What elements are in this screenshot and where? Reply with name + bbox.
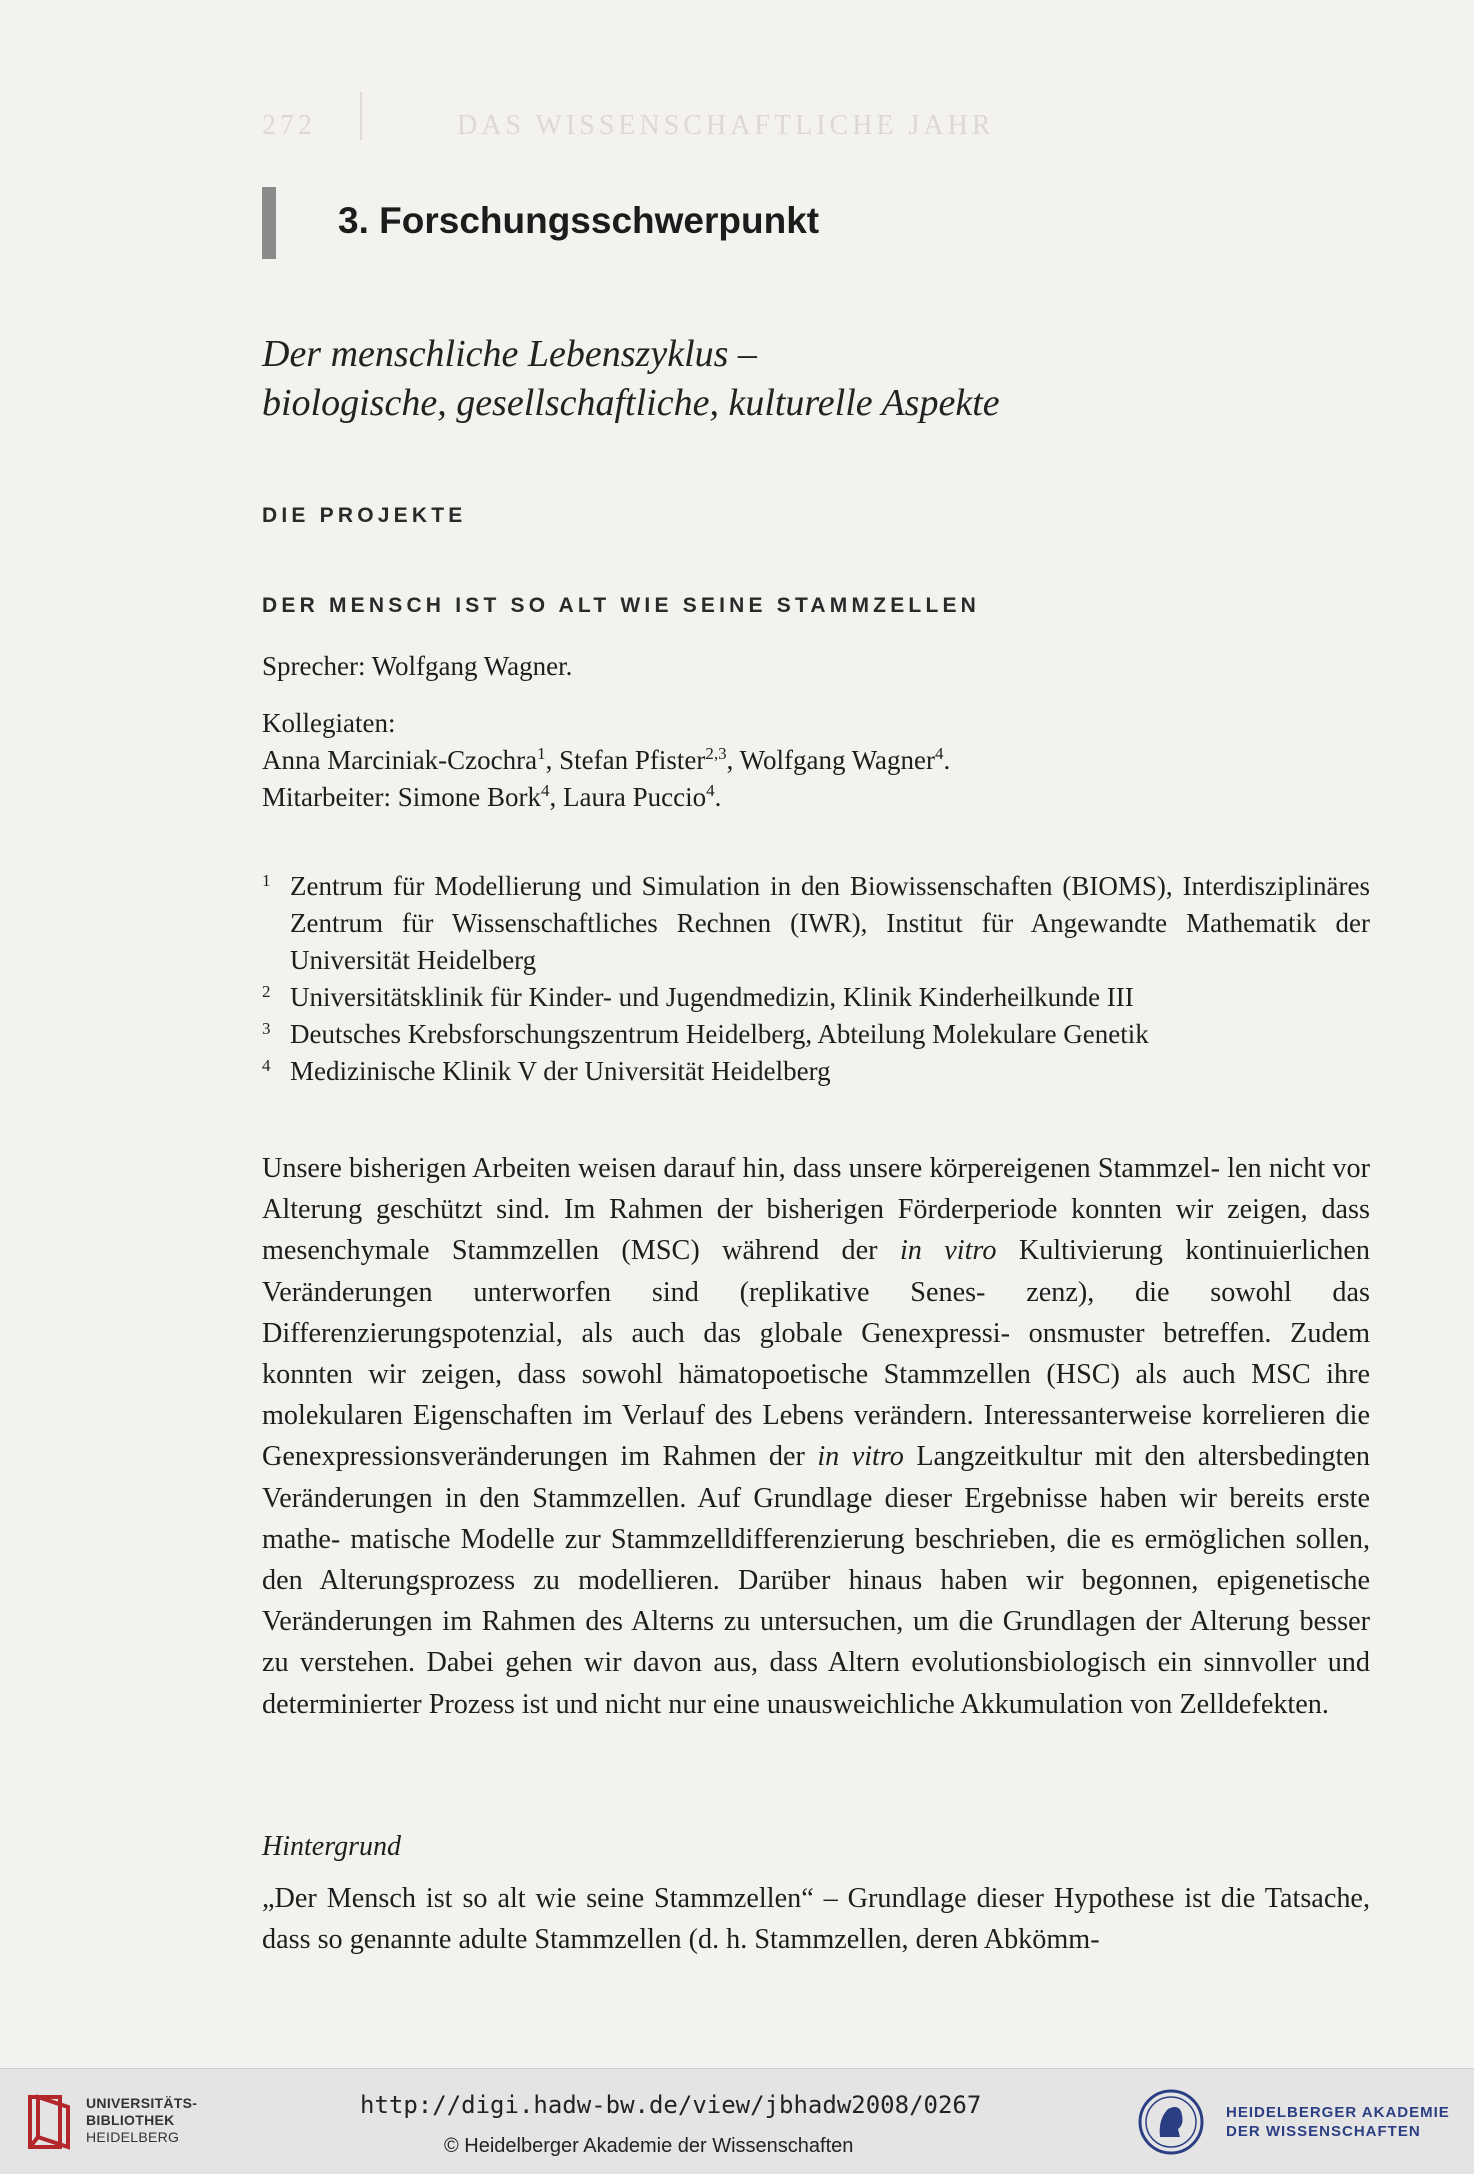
project-title: DER MENSCH IST SO ALT WIE SEINE STAMMZELLEN (262, 594, 981, 617)
colleagues-block (262, 705, 1370, 816)
subtitle-line-1: Der menschliche Lebenszyklus – (262, 333, 757, 375)
section-marker-bar (262, 187, 276, 259)
speaker-line: Sprecher: Wolfgang Wagner. (262, 651, 573, 681)
section-subtitle (262, 330, 1362, 428)
academy-name: HEIDELBERGER AKADEMIE DER WISSENSCHAFTEN (1226, 2104, 1450, 2140)
section-title: 3. Forschungsschwerpunkt (338, 200, 820, 241)
background-paragraph: „Der Mensch ist so alt wie seine Stammzellen“ – Grundlage dieser Hypothese ist die Tatsache, dass so genannte adulte Stammzellen (d. h. Stammzellen, deren Abkömm- (262, 1883, 1370, 1956)
copyright-notice: © Heidelberger Akademie der Wissenschaften (444, 2135, 854, 2157)
background-heading: Hintergrund (262, 1831, 401, 1862)
staff-list: Mitarbeiter: Simone Bork$^4$, Laura Puccio$^4$. (262, 781, 722, 812)
page-number: 272 (262, 110, 316, 141)
running-title: DAS WISSENSCHAFTLICHE JAHR (457, 110, 995, 141)
colleagues-list: Anna Marciniak-Czochra$^1$, Stefan Pfister$^{2,3}$, Wolfgang Wagner$^4$. (262, 744, 951, 775)
header-divider (360, 92, 362, 140)
subtitle-line-2: biologische, gesellschaftliche, kulturelle Aspekte (262, 382, 1000, 424)
body-paragraph: Unsere bisherigen Arbeiten weisen darauf hin, dass unsere körpereigenen Stammzel- len nicht vor Alterung geschützt sind. Im Rahmen der bisherigen Förderperiode konnten wir zeigen, dass mesenchymale Stammzellen (MSC) während der in vitro Kultivierung kontinuierlichen Veränderungen unterworfen sind (replikative Senes- zenz), die sowohl das Differenzierungspotenzial, als auch das globale Genexpressi- onsmuster betreffen. Zudem konnten wir zeigen, dass sowohl hämatopoetische Stammzellen (HSC) als auch MSC ihre molekularen Eigenschaften im Verlauf des Lebens verändern. Interessanterweise korrelieren die Genexpressionsveränderungen im Rahmen der in vitro Langzeitkultur mit den altersbedingten Veränderungen in den Stammzellen. Auf Grundlage dieser Ergebnisse haben wir bereits erste mathe- matische Modelle zur Stammzelldifferenzierung beschrieben, die es ermöglichen sollen, den Alterungsprozess zu modellieren. Darüber hinaus haben wir begonnen, epigenetische Veränderungen im Rahmen des Alterns zu untersuchen, um die Grundlagen der Alterung besser zu verstehen. Dabei gehen wir davon aus, dass Altern evolutionsbiologisch ein sinnvoller und determinierter Prozess ist und nicht nur eine unausweichliche Akkumulation von Zelldefekten. (262, 1153, 1371, 1720)
footnote-item: 3 Deutsches Krebsforschungszentrum Heidelberg, Abteilung Molekulare Genetik (262, 1019, 1149, 1049)
colleagues-label: Kollegiaten: (262, 708, 396, 738)
running-header (262, 110, 995, 142)
footnote-item: 2 Universitätsklinik für Kinder- und Jugendmedizin, Klinik Kinderheilkunde III (262, 982, 1134, 1012)
ub-heidelberg-logo-icon (28, 2093, 76, 2151)
footnote-item: 4 Medizinische Klinik V der Universität Heidelberg (262, 1056, 831, 1086)
permalink-url[interactable]: http://digi.hadw-bw.de/view/jbhadw2008/0267 (360, 2091, 982, 2119)
ub-heidelberg-name: UNIVERSITÄTS- BIBLIOTHEK HEIDELBERG (86, 2095, 198, 2145)
academy-seal-icon (1138, 2089, 1204, 2155)
affiliations-footnotes (262, 868, 1370, 1090)
projects-heading: DIE PROJEKTE (262, 504, 467, 527)
digitization-footer (0, 2068, 1474, 2174)
footnote-item: 1 Zentrum für Modellierung und Simulation in den Biowissenschaften (BIOMS), Interdisziplinäres Zentrum für Wissenschaftliches Rechnen (IWR), Institut für Angewandte Mathematik der Universität Heidelberg (262, 871, 1370, 975)
